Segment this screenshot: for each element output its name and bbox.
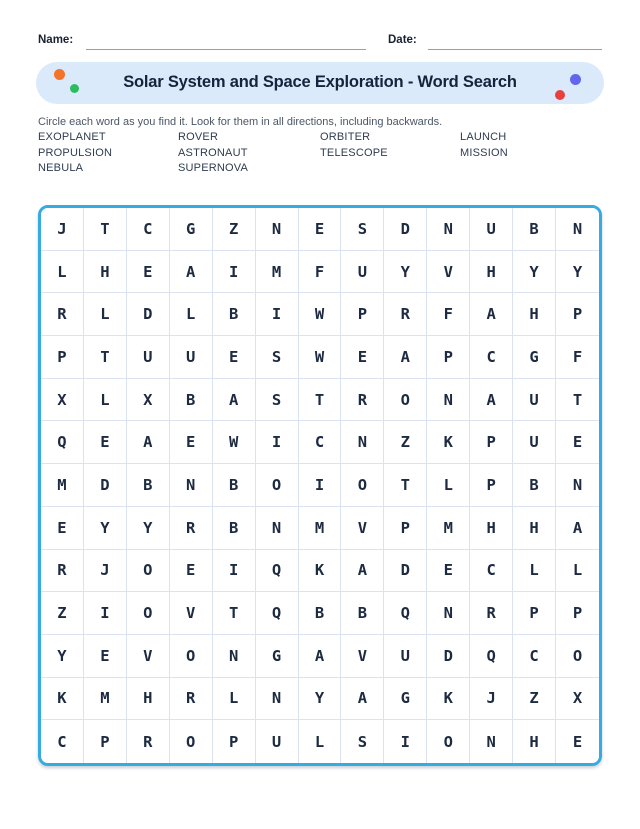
orange-dot [54, 69, 65, 80]
date-label: Date: [388, 34, 417, 46]
grid-cell-r4c8[interactable]: E [341, 336, 384, 379]
grid-cell-r7c8[interactable]: O [341, 464, 384, 507]
grid-cell-r4c3[interactable]: U [127, 336, 170, 379]
grid-cell-r1c1[interactable]: J [41, 208, 84, 251]
grid-cell-r3c10[interactable]: F [427, 293, 470, 336]
grid-cell-r4c10[interactable]: P [427, 336, 470, 379]
grid-cell-r8c12[interactable]: H [513, 507, 556, 550]
grid-cell-r2c8[interactable]: U [341, 251, 384, 294]
grid-cell-r1c8[interactable]: S [341, 208, 384, 251]
grid-cell-r13c5[interactable]: P [213, 720, 256, 763]
indigo-dot [570, 74, 581, 85]
grid-cell-r7c12[interactable]: B [513, 464, 556, 507]
grid-cell-r13c6[interactable]: U [256, 720, 299, 763]
grid-cell-r9c6[interactable]: Q [256, 550, 299, 593]
grid-cell-r12c2[interactable]: M [84, 678, 127, 721]
grid-cell-r8c13[interactable]: A [556, 507, 599, 550]
grid-cell-r7c7[interactable]: I [299, 464, 342, 507]
grid-cell-r2c10[interactable]: V [427, 251, 470, 294]
grid-cell-r6c5[interactable]: W [213, 421, 256, 464]
grid-cell-r10c7[interactable]: B [299, 592, 342, 635]
grid-cell-r4c13[interactable]: F [556, 336, 599, 379]
grid-cell-r12c5[interactable]: L [213, 678, 256, 721]
grid-cell-r13c11[interactable]: N [470, 720, 513, 763]
grid-cell-r8c2[interactable]: Y [84, 507, 127, 550]
grid-cell-r8c9[interactable]: P [384, 507, 427, 550]
grid-cell-r4c2[interactable]: T [84, 336, 127, 379]
grid-cell-r11c10[interactable]: D [427, 635, 470, 678]
grid-cell-r8c4[interactable]: R [170, 507, 213, 550]
green-dot [70, 84, 79, 93]
grid-cell-r2c4[interactable]: A [170, 251, 213, 294]
grid-cell-r3c7[interactable]: W [299, 293, 342, 336]
grid-cell-r8c5[interactable]: B [213, 507, 256, 550]
word-list-column-2 [178, 130, 320, 177]
grid-cell-r3c4[interactable]: L [170, 293, 213, 336]
grid-cell-r9c2[interactable]: J [84, 550, 127, 593]
grid-cell-r8c3[interactable]: Y [127, 507, 170, 550]
grid-cell-r13c9[interactable]: I [384, 720, 427, 763]
grid-cell-r5c12[interactable]: U [513, 379, 556, 422]
grid-cell-r12c8[interactable]: A [341, 678, 384, 721]
grid-cell-r9c10[interactable]: E [427, 550, 470, 593]
grid-cell-r11c9[interactable]: U [384, 635, 427, 678]
grid-cell-r7c4[interactable]: N [170, 464, 213, 507]
title-banner [36, 62, 604, 104]
grid-cell-r11c4[interactable]: O [170, 635, 213, 678]
grid-cell-r3c3[interactable]: D [127, 293, 170, 336]
grid-cell-r7c9[interactable]: T [384, 464, 427, 507]
grid-cell-r7c2[interactable]: D [84, 464, 127, 507]
grid-cell-r11c1[interactable]: Y [41, 635, 84, 678]
grid-cell-r5c2[interactable]: L [84, 379, 127, 422]
grid-cell-r5c6[interactable]: S [256, 379, 299, 422]
grid-cell-r2c7[interactable]: F [299, 251, 342, 294]
grid-cell-r3c13[interactable]: P [556, 293, 599, 336]
grid-cell-r7c1[interactable]: M [41, 464, 84, 507]
grid-cell-r11c5[interactable]: N [213, 635, 256, 678]
grid-cell-r4c11[interactable]: C [470, 336, 513, 379]
grid-cell-r2c11[interactable]: H [470, 251, 513, 294]
grid-cell-r10c1[interactable]: Z [41, 592, 84, 635]
page-title: Solar System and Space Exploration - Word Search [123, 73, 517, 91]
grid-cell-r12c13[interactable]: X [556, 678, 599, 721]
grid-cell-r13c1[interactable]: C [41, 720, 84, 763]
word-item-mission: MISSION [460, 146, 508, 159]
grid-cell-r8c7[interactable]: M [299, 507, 342, 550]
word-item-supernova: SUPERNOVA [178, 162, 249, 174]
grid-cell-r5c4[interactable]: B [170, 379, 213, 422]
grid-cell-r1c4[interactable]: G [170, 208, 213, 251]
grid-cell-r2c2[interactable]: H [84, 251, 127, 294]
grid-cell-r3c9[interactable]: R [384, 293, 427, 336]
grid-cell-r4c1[interactable]: P [41, 336, 84, 379]
grid-cell-r10c8[interactable]: B [341, 592, 384, 635]
word-item-launch: LAUNCH [460, 131, 507, 143]
grid-cell-r1c6[interactable]: N [256, 208, 299, 251]
grid-cell-r10c10[interactable]: N [427, 592, 470, 635]
grid-cell-r3c6[interactable]: I [256, 293, 299, 336]
grid-cell-r4c4[interactable]: U [170, 336, 213, 379]
red-dot [555, 90, 565, 100]
grid-cell-r7c5[interactable]: B [213, 464, 256, 507]
grid-cell-r2c6[interactable]: M [256, 251, 299, 294]
grid-cell-r9c12[interactable]: L [513, 550, 556, 593]
grid-cell-r13c7[interactable]: L [299, 720, 342, 763]
grid-cell-r10c12[interactable]: P [513, 592, 556, 635]
grid-cell-r9c1[interactable]: R [41, 550, 84, 593]
grid-cell-r13c3[interactable]: R [127, 720, 170, 763]
name-label: Name: [38, 34, 74, 46]
grid-cell-r12c6[interactable]: N [256, 678, 299, 721]
grid-cell-r9c7[interactable]: K [299, 550, 342, 593]
grid-cell-r1c9[interactable]: D [384, 208, 427, 251]
grid-cell-r5c9[interactable]: O [384, 379, 427, 422]
grid-cell-r4c6[interactable]: S [256, 336, 299, 379]
word-item-propulsion: PROPULSION [38, 146, 113, 159]
grid-cell-r10c2[interactable]: I [84, 592, 127, 635]
grid-cell-r3c12[interactable]: H [513, 293, 556, 336]
grid-cell-r1c11[interactable]: U [470, 208, 513, 251]
grid-cell-r13c10[interactable]: O [427, 720, 470, 763]
grid-cell-r3c5[interactable]: B [213, 293, 256, 336]
grid-cell-r7c6[interactable]: O [256, 464, 299, 507]
grid-cell-r8c11[interactable]: H [470, 507, 513, 550]
grid-cell-r8c8[interactable]: V [341, 507, 384, 550]
grid-cell-r2c1[interactable]: L [41, 251, 84, 294]
grid-cell-r10c6[interactable]: Q [256, 592, 299, 635]
grid-cell-r5c7[interactable]: T [299, 379, 342, 422]
word-item-astronaut: ASTRONAUT [178, 146, 248, 159]
grid-cell-r1c12[interactable]: B [513, 208, 556, 251]
grid-cell-r2c13[interactable]: Y [556, 251, 599, 294]
grid-cell-r3c11[interactable]: A [470, 293, 513, 336]
grid-cell-r6c9[interactable]: Z [384, 421, 427, 464]
grid-cell-r5c10[interactable]: N [427, 379, 470, 422]
grid-cell-r9c8[interactable]: A [341, 550, 384, 593]
grid-cell-r6c10[interactable]: K [427, 421, 470, 464]
grid-cell-r6c4[interactable]: E [170, 421, 213, 464]
grid-cell-r2c3[interactable]: E [127, 251, 170, 294]
grid-cell-r7c11[interactable]: P [470, 464, 513, 507]
grid-cell-r11c12[interactable]: C [513, 635, 556, 678]
grid-cell-r11c7[interactable]: A [299, 635, 342, 678]
grid-cell-r3c2[interactable]: L [84, 293, 127, 336]
grid-cell-r6c8[interactable]: N [341, 421, 384, 464]
grid-cell-r9c11[interactable]: C [470, 550, 513, 593]
word-item-rover: ROVER [178, 131, 219, 143]
word-list-column-1 [38, 130, 178, 177]
grid-cell-r4c9[interactable]: A [384, 336, 427, 379]
word-item-exoplanet: EXOPLANET [38, 131, 106, 143]
grid-cell-r13c13[interactable]: E [556, 720, 599, 763]
grid-cell-r7c3[interactable]: B [127, 464, 170, 507]
instructions-text: Circle each word as you find it. Look for them in all directions, including backwards. [38, 116, 443, 128]
grid-cell-r1c7[interactable]: E [299, 208, 342, 251]
grid-cell-r9c13[interactable]: L [556, 550, 599, 593]
grid-cell-r5c5[interactable]: A [213, 379, 256, 422]
grid-cell-r11c3[interactable]: V [127, 635, 170, 678]
grid-cell-r11c6[interactable]: G [256, 635, 299, 678]
grid-cell-r13c12[interactable]: H [513, 720, 556, 763]
grid-cell-r4c7[interactable]: W [299, 336, 342, 379]
grid-cell-r8c10[interactable]: M [427, 507, 470, 550]
grid-cell-r6c12[interactable]: U [513, 421, 556, 464]
grid-cell-r9c9[interactable]: D [384, 550, 427, 593]
grid-cell-r10c9[interactable]: Q [384, 592, 427, 635]
grid-cell-r10c13[interactable]: P [556, 592, 599, 635]
grid-cell-r1c5[interactable]: Z [213, 208, 256, 251]
grid-cell-r12c12[interactable]: Z [513, 678, 556, 721]
word-item-nebula: NEBULA [38, 162, 84, 174]
grid-cell-r12c10[interactable]: K [427, 678, 470, 721]
grid-cell-r2c12[interactable]: Y [513, 251, 556, 294]
word-list [38, 130, 608, 177]
grid-cell-r12c11[interactable]: J [470, 678, 513, 721]
grid-cell-r8c6[interactable]: N [256, 507, 299, 550]
word-list-column-3 [320, 130, 460, 177]
grid-cell-r10c4[interactable]: V [170, 592, 213, 635]
grid-cell-r6c1[interactable]: Q [41, 421, 84, 464]
grid-cell-r4c12[interactable]: G [513, 336, 556, 379]
grid-cell-r5c11[interactable]: A [470, 379, 513, 422]
grid-cell-r11c11[interactable]: Q [470, 635, 513, 678]
grid-cell-r6c3[interactable]: A [127, 421, 170, 464]
grid-cell-r5c13[interactable]: T [556, 379, 599, 422]
grid-cell-r2c5[interactable]: I [213, 251, 256, 294]
grid-cell-r4c5[interactable]: E [213, 336, 256, 379]
grid-cell-r1c13[interactable]: N [556, 208, 599, 251]
grid-cell-r13c4[interactable]: O [170, 720, 213, 763]
date-input-line[interactable] [428, 48, 602, 50]
grid-cell-r6c11[interactable]: P [470, 421, 513, 464]
grid-cell-r10c3[interactable]: O [127, 592, 170, 635]
grid-cell-r5c8[interactable]: R [341, 379, 384, 422]
grid-cell-r5c3[interactable]: X [127, 379, 170, 422]
grid-cell-r10c11[interactable]: R [470, 592, 513, 635]
grid-cell-r13c2[interactable]: P [84, 720, 127, 763]
grid-cell-r3c8[interactable]: P [341, 293, 384, 336]
grid-cell-r6c6[interactable]: I [256, 421, 299, 464]
word-search-grid [38, 205, 602, 766]
grid-cell-r8c1[interactable]: E [41, 507, 84, 550]
grid-cell-r12c4[interactable]: R [170, 678, 213, 721]
word-item-telescope: TELESCOPE [320, 146, 388, 159]
grid-cell-r1c2[interactable]: T [84, 208, 127, 251]
grid-cell-r1c10[interactable]: N [427, 208, 470, 251]
grid-cell-r2c9[interactable]: Y [384, 251, 427, 294]
grid-cell-r1c3[interactable]: C [127, 208, 170, 251]
grid-cell-r6c2[interactable]: E [84, 421, 127, 464]
grid-cell-r12c3[interactable]: H [127, 678, 170, 721]
grid-cell-r9c4[interactable]: E [170, 550, 213, 593]
grid-cell-r5c1[interactable]: X [41, 379, 84, 422]
grid-cell-r12c1[interactable]: K [41, 678, 84, 721]
grid-cell-r11c8[interactable]: V [341, 635, 384, 678]
grid-cell-r7c13[interactable]: N [556, 464, 599, 507]
grid-cell-r3c1[interactable]: R [41, 293, 84, 336]
grid-cell-r9c5[interactable]: I [213, 550, 256, 593]
name-input-line[interactable] [86, 48, 366, 50]
word-item-orbiter: ORBITER [320, 131, 371, 143]
grid-cell-r13c8[interactable]: S [341, 720, 384, 763]
grid-cell-r7c10[interactable]: L [427, 464, 470, 507]
grid-cell-r10c5[interactable]: T [213, 592, 256, 635]
grid-cell-r11c13[interactable]: O [556, 635, 599, 678]
grid-cell-r6c7[interactable]: C [299, 421, 342, 464]
grid-cell-r12c9[interactable]: G [384, 678, 427, 721]
word-list-column-4 [460, 130, 608, 177]
grid-cell-r12c7[interactable]: Y [299, 678, 342, 721]
grid-cell-r11c2[interactable]: E [84, 635, 127, 678]
grid-cell-r9c3[interactable]: O [127, 550, 170, 593]
grid-cell-r6c13[interactable]: E [556, 421, 599, 464]
